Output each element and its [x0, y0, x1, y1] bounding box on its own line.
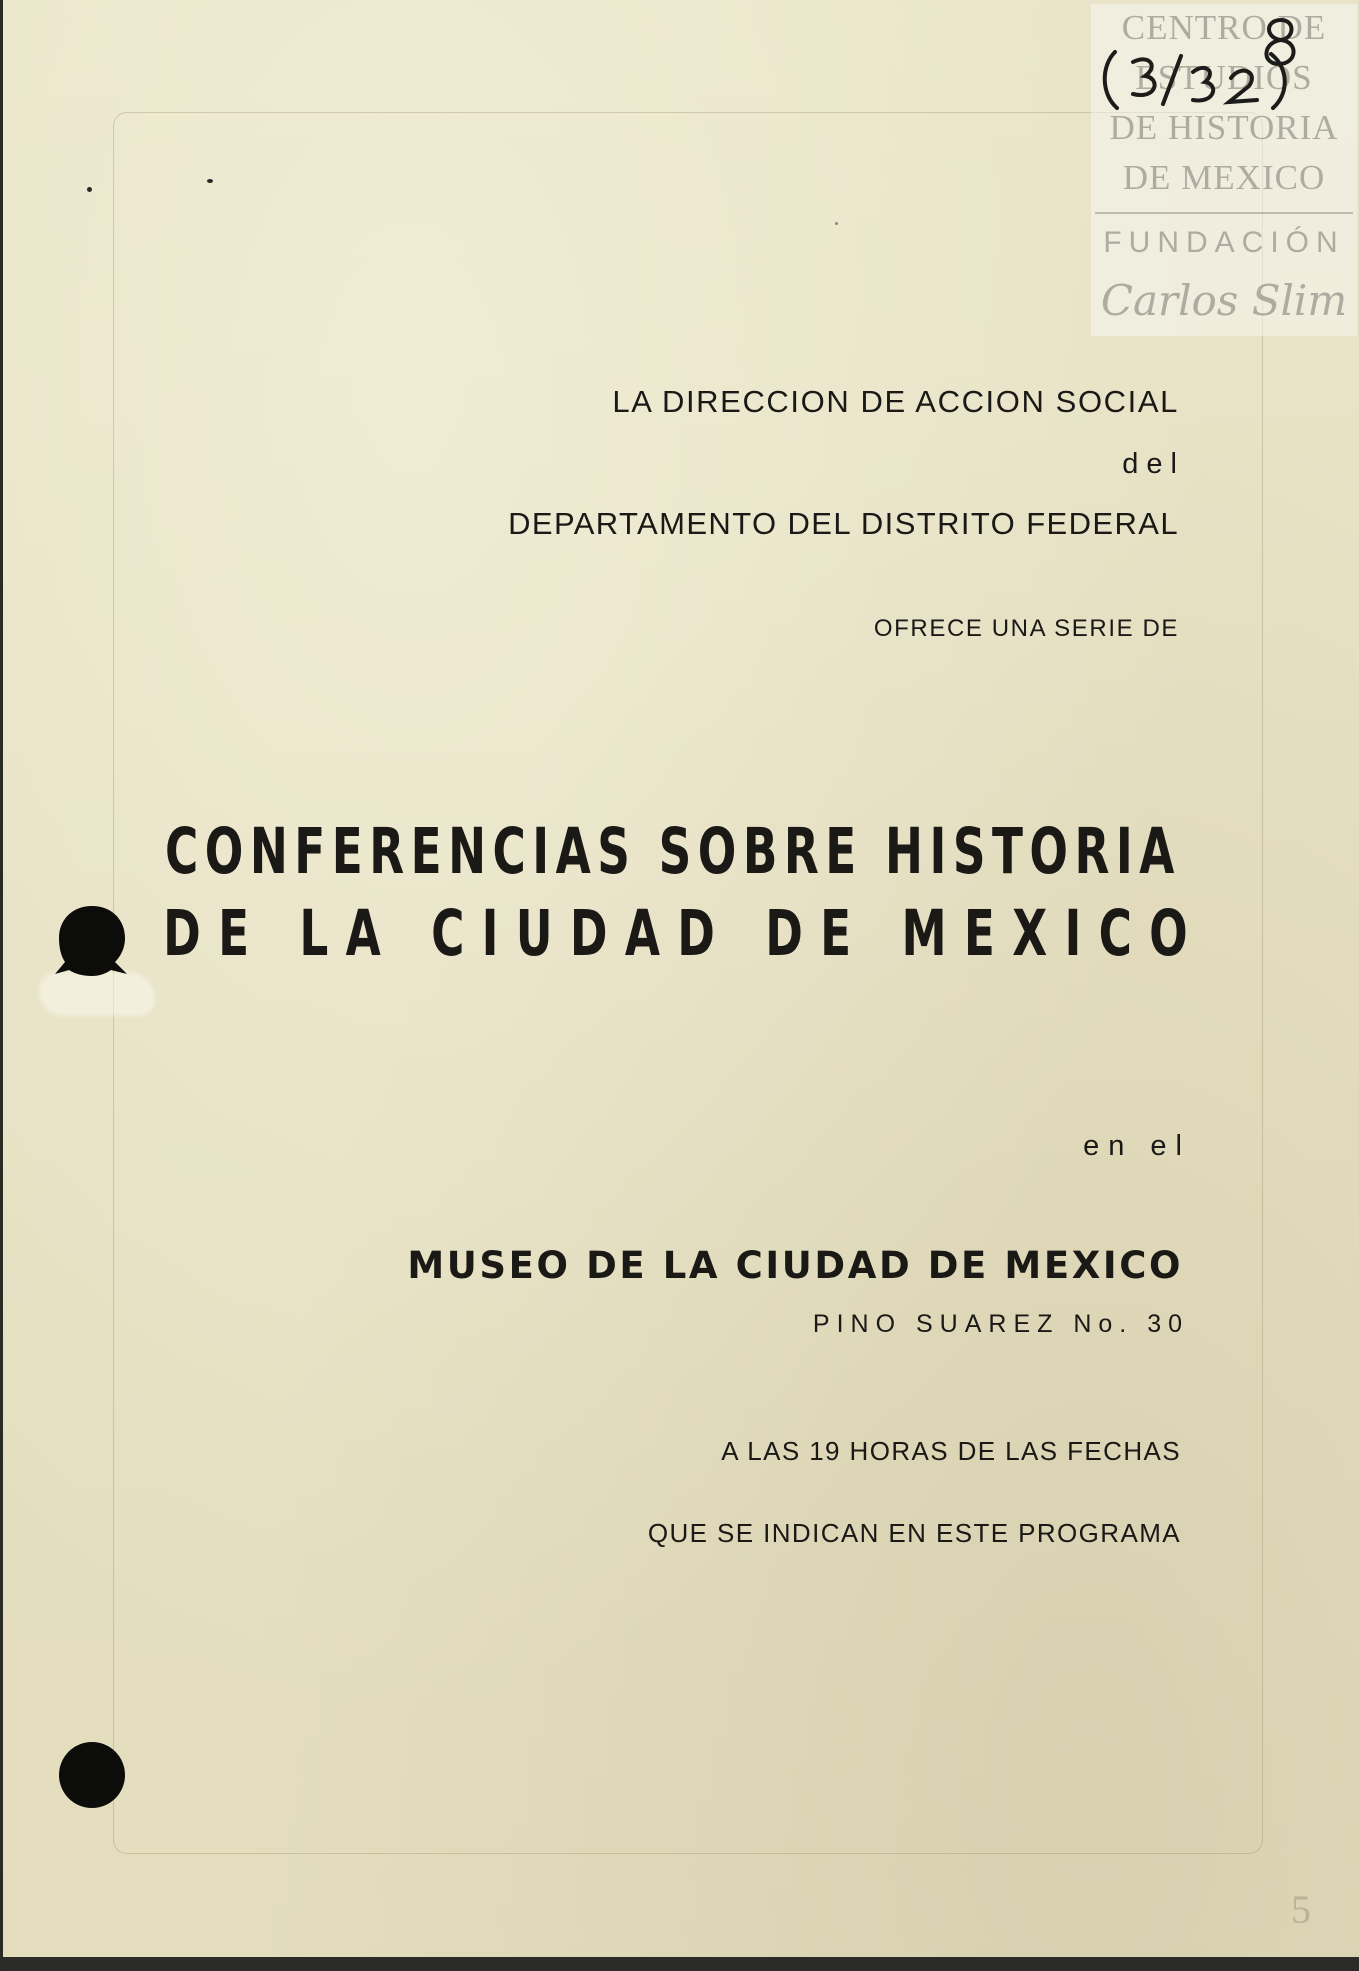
ink-speck	[87, 187, 92, 192]
stamp-foundation: FUNDACIÓN	[1103, 226, 1345, 259]
handwritten-page-number	[1255, 14, 1305, 70]
issuer-connector: del	[1122, 448, 1185, 480]
stamp-signature: Carlos Slim	[1100, 276, 1348, 325]
stamp-divider	[1095, 212, 1353, 214]
document-subtitle: DE LA CIUDAD DE MEXICO	[163, 897, 1205, 970]
document-title: CONFERENCIAS SOBRE HISTORIA	[165, 815, 1181, 888]
issuer-department: DEPARTAMENTO DEL DISTRITO FEDERAL	[508, 506, 1179, 541]
punch-hole-top	[55, 904, 129, 978]
time-line: A LAS 19 HORAS DE LAS FECHAS	[721, 1436, 1181, 1466]
ink-speck	[207, 179, 213, 183]
stamp-line: CENTRO DE	[1121, 8, 1327, 47]
ink-speck	[835, 222, 838, 225]
venue-address: PINO SUAREZ No. 30	[812, 1310, 1189, 1338]
punch-hole-bottom	[59, 1742, 125, 1808]
issuer-line: LA DIRECCION DE ACCION SOCIAL	[612, 384, 1179, 419]
stamp-line: ESTUDIOS	[1135, 58, 1313, 97]
venue-name: MUSEO DE LA CIUDAD DE MEXICO	[407, 1244, 1183, 1287]
faint-pencil-mark: 5	[1291, 1887, 1311, 1932]
torn-paper-edge	[39, 972, 155, 1016]
stamp-line: DE MEXICO	[1122, 158, 1326, 197]
embossed-frame	[113, 112, 1263, 1854]
offer-line: OFRECE UNA SERIE DE	[873, 615, 1179, 642]
stamp-line: DE HISTORIA	[1109, 108, 1339, 147]
venue-intro: en el	[1083, 1130, 1191, 1162]
dates-line: QUE SE INDICAN EN ESTE PROGRAMA	[647, 1518, 1181, 1548]
scan-edge	[3, 1957, 1359, 1971]
